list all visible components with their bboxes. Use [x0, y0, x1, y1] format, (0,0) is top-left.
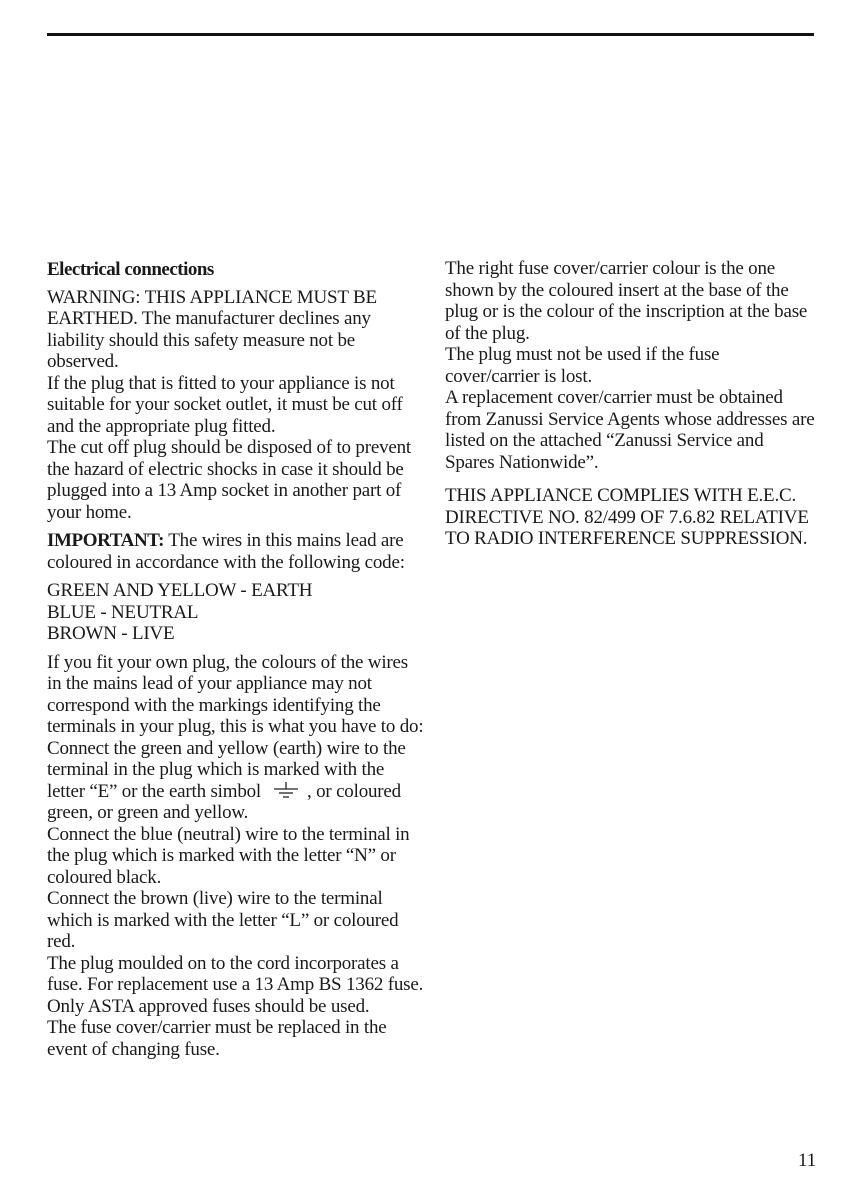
- right-column: [445, 258, 817, 550]
- fuse-cover-paragraph: The fuse cover/carrier must be replaced in the event of changing fuse.: [47, 1017, 387, 1060]
- important-paragraph: [47, 530, 425, 573]
- section-heading: Electrical connections: [47, 259, 214, 280]
- compliance-statement: THIS APPLIANCE COMPLIES WITH E.E.C. DIRECTIVE NO. 82/499 OF 7.6.82 RELATIVE TO RADIO INTERFERENCE SUPPRESSION.: [445, 485, 809, 549]
- code-line-live: BROWN - LIVE: [47, 623, 175, 644]
- live-wire-paragraph: Connect the brown (live) wire to the terminal which is marked with the letter “L” or coloured red.: [47, 888, 399, 952]
- code-line-neutral: BLUE - NEUTRAL: [47, 601, 199, 623]
- earth-wire-text-end: , or coloured green, or green and yellow.: [47, 780, 401, 823]
- plug-unsuitable-paragraph: If the plug that is fitted to your appliance is not suitable for your socket outlet, it must be cut off and the appropriate plug fitted.: [47, 372, 403, 437]
- fuse-colour-paragraph: The right fuse cover/carrier colour is the one shown by the coloured insert at the base of the plug or is the colour of the inscription at the base of the plug.: [445, 258, 808, 344]
- wire-colour-code: [47, 580, 425, 645]
- important-label: IMPORTANT:: [47, 530, 165, 551]
- left-column: [47, 259, 425, 1060]
- page-number: 11: [798, 1150, 817, 1171]
- important-text: The wires in this mains lead are coloured in accordance with the following code:: [47, 530, 405, 573]
- top-rule: [47, 33, 814, 36]
- cut-off-plug-paragraph: The cut off plug should be disposed of to prevent the hazard of electric shocks in case it should be plugged into a 13 Amp socket in another part of your home.: [47, 437, 411, 523]
- moulded-plug-paragraph: The plug moulded on to the cord incorporates a fuse. For replacement use a 13 Amp BS 1362 fuse. Only ASTA approved fuses should be used.: [47, 952, 424, 1017]
- code-line-earth: GREEN AND YELLOW - EARTH: [47, 580, 313, 601]
- earth-wire-text: Connect the green and yellow (earth) wire to the terminal in the plug which is marked with the letter “E” or the earth simbol: [47, 737, 406, 802]
- plug-not-used-paragraph: The plug must not be used if the fuse cover/carrier is lost.: [445, 344, 720, 387]
- replacement-paragraph: A replacement cover/carrier must be obtained from Zanussi Service Agents whose addresses are listed on the attached “Zanussi Service and Spares Nationwide”.: [445, 387, 815, 473]
- warning-paragraph: WARNING: THIS APPLIANCE MUST BE EARTHED. The manufacturer declines any liability should this safety measure not be observed.: [47, 286, 377, 372]
- neutral-wire-paragraph: Connect the blue (neutral) wire to the terminal in the plug which is marked with the letter “N” or coloured black.: [47, 823, 410, 888]
- own-plug-paragraph: If you fit your own plug, the colours of the wires in the mains lead of your appliance may not correspond with the markings identifying the terminals in your plug, this is what you have to do:: [47, 651, 424, 737]
- earth-ground-icon: [271, 781, 301, 799]
- earth-wire-paragraph: [47, 738, 425, 824]
